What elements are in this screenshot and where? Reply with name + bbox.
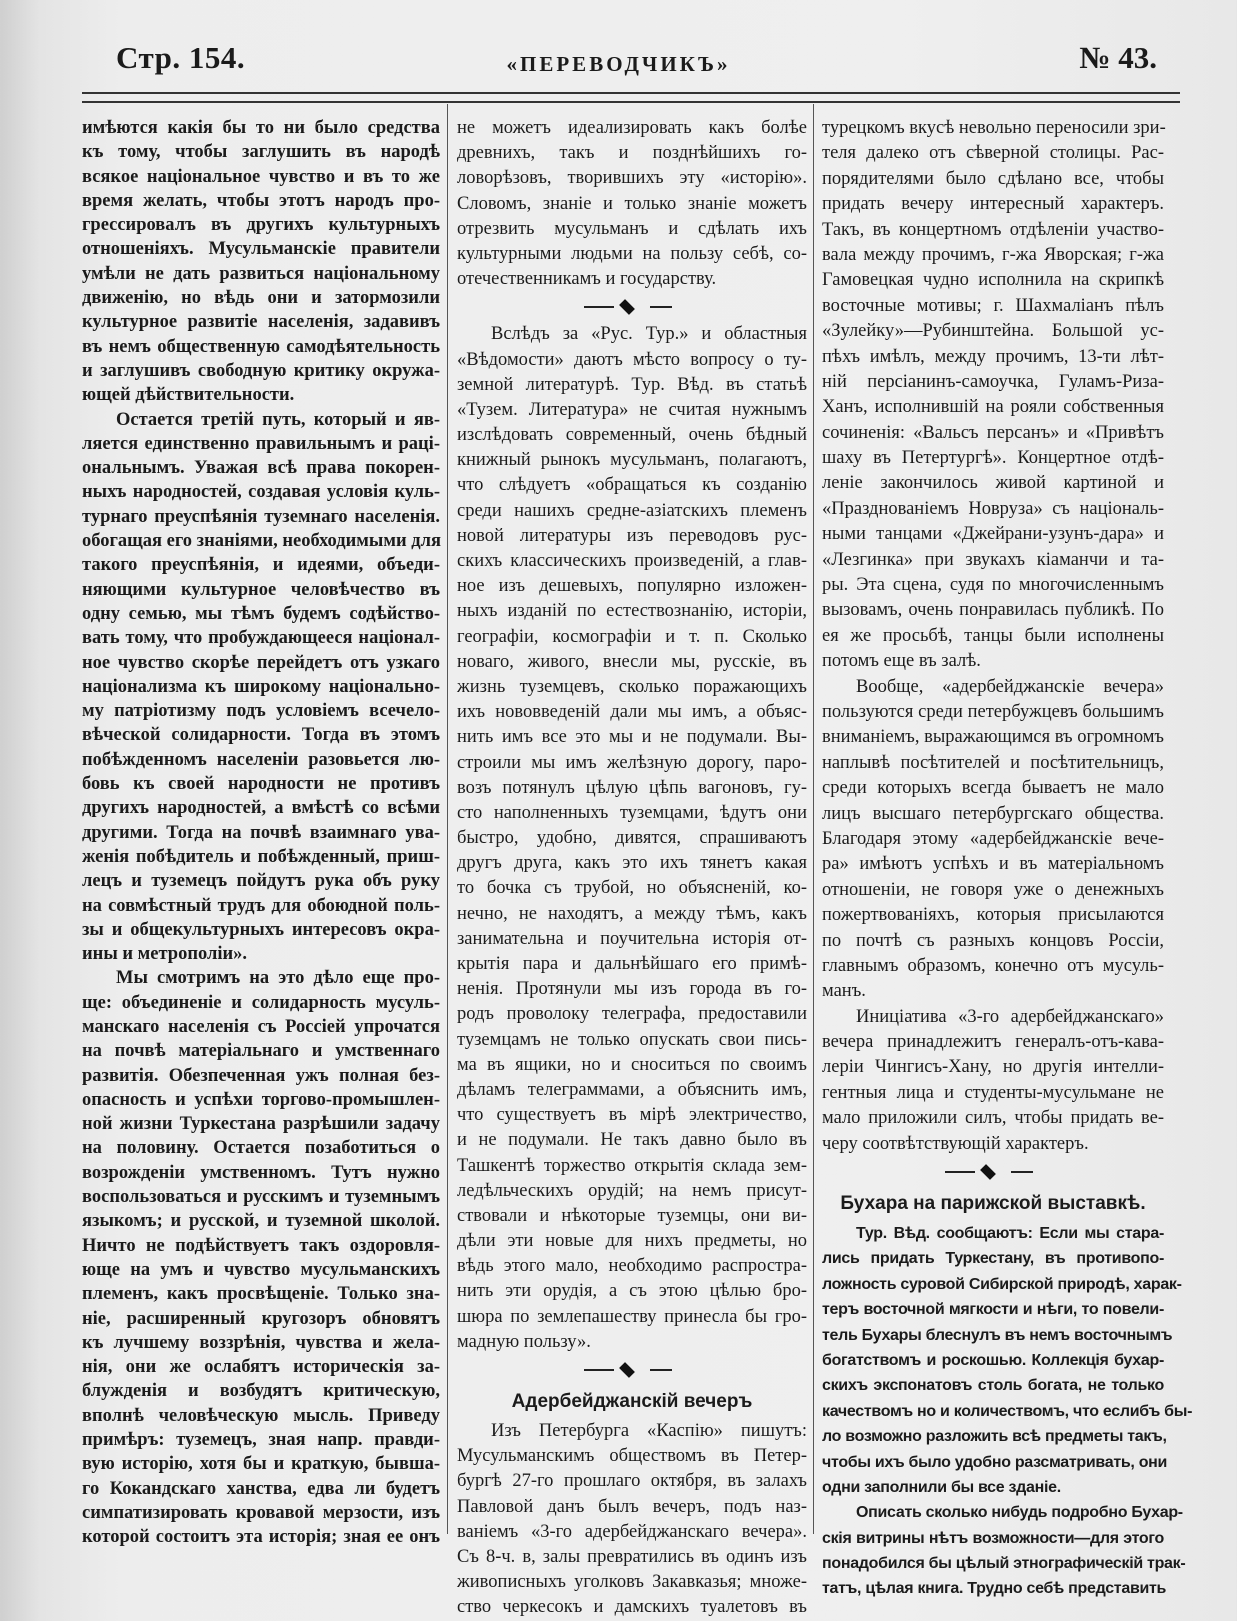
text-line: занимательна и поучительна исторія от- [457,928,807,949]
column-divider [813,104,814,1534]
paragraph [822,116,1164,675]
text-line: родъ проволоку телеграфа, предоставили [457,1004,807,1025]
text-line: чтобы ихъ было удобно разсматривать, они [822,1453,1168,1471]
text-line: строили мы имъ желѣзную дорогу, паро- [457,752,807,773]
text-line: Ничто не подѣйствуетъ такъ оздоровля- [82,1235,440,1256]
text-line: Ташкентѣ торжество открытія склада зем- [457,1155,807,1176]
text-line: юще на умъ и чувство мусульманскихъ [82,1259,440,1280]
article-heading: Бухара на парижской выставкѣ. [840,1193,1146,1215]
text-line: ство черкесокъ и дамскихъ туалетовъ въ [457,1597,807,1618]
text-line: ній персіанинъ-самоучка, Гуламъ-Риза- [822,371,1164,392]
text-line: языкомъ; и русской, и туземной школой. [82,1211,440,1232]
text-line: ложность суровой Сибирской природѣ, харак- [822,1275,1182,1293]
text-line: умѣли не дать развиться національному [82,263,440,284]
text-line: Гамовецкая чудно исполнила на скрипкѣ [822,270,1164,291]
text-line: ющей дѣйствительности. [82,385,295,406]
text-line: живописныхъ уголковъ Закавказья; множе- [457,1572,807,1593]
text-line: культурное развитіе населенія, задавивъ [82,312,440,333]
article-heading: Адербейджанскій вечеръ [511,1391,753,1412]
text-line: восточные мотивы; г. Шахмаліанъ пѣлъ [822,295,1164,316]
text-line: татъ, цѣлая книга. Трудно себѣ представить [822,1580,1167,1598]
text-line: потомъ еще въ залѣ. [822,651,981,672]
text-line: придать вечеру интересный характеръ. [822,194,1164,215]
text-line: къ лучшему воззрѣнія, чувства и жела- [82,1332,440,1353]
text-line: туземцамъ не только опускать свои пись- [457,1029,807,1050]
newspaper-title: «ПЕРЕВОДЧИКЪ» [506,52,731,76]
text-line: пользуются среди петербужцевъ большимъ [822,701,1164,722]
text-line: нить имъ все это мы и не подумали. Вы- [457,727,807,748]
text-line: обогащая его знаніями, необходимыми для [82,531,441,552]
text-line: ры. Эта сцена, судя по многочисленнымъ [822,575,1164,596]
text-line: гентныя лица и студенты-мусульмане не [822,1082,1164,1103]
text-line: быстро, удобно, дивятся, спрашиваютъ [457,828,807,849]
text-line: женія побѣдитель и побѣжденный, приш- [82,846,440,867]
text-line: географіи, космографіи и т. п. Сколько [457,626,807,647]
text-line: леріи Чингисъ-Хану, но другія интелли- [822,1057,1164,1078]
text-line: на почвѣ матеріальнаго и умственнаго [82,1041,440,1062]
section-divider-ornament [457,1355,807,1385]
text-line: «Зулейку»—Рубинштейна. Большой ус- [822,321,1164,342]
text-line: вызовамъ, очень понравилась публикѣ. По [822,600,1164,621]
text-line: другими. Тогда на почвѣ взаимнаго ува- [82,822,440,843]
text-line: отечественникамъ и государству. [457,269,717,290]
text-line: новаго, живого, внесли мы, русскіе, въ [457,651,807,672]
text-line: побѣжденномъ населеніи разовьется лю- [82,749,440,770]
text-line: турецкомъ вкусѣ невольно переносили зри- [822,118,1166,138]
text-line: движенію, но вѣдь они и затормозили [82,288,440,309]
text-line: возъ потянулъ цѣлую цѣпь вагоновъ, гу- [457,777,807,798]
text-line: среди которыхъ всегда бываетъ не мало [822,778,1164,799]
text-line: шюра по землепашеству принесла бы гро- [457,1306,807,1327]
column-3 [822,116,1193,1602]
paragraph [457,1419,807,1621]
text-line: пожертвованіяхъ, которыя присылаются [822,905,1164,926]
text-line: ма въ ящики, но и сноситься по своимъ [457,1054,807,1075]
header-rule-top [82,92,1180,94]
text-line: въ немъ общественную самодѣятельность [82,336,440,357]
text-line: время желать, чтобы этотъ народъ про- [82,190,440,211]
page-number: Стр. 154. [116,40,246,75]
paragraph [822,1221,1193,1500]
text-line: блужденія и возбудятъ критическую, [82,1381,440,1402]
paragraph [457,116,807,292]
text-line: ненія. Протянули мы изъ города въ го- [457,979,807,1000]
text-line: отрезвить мусульманъ и сдѣлать ихъ [457,218,807,239]
text-line: лицъ высшаго петербургскаго общества. [822,803,1164,824]
text-line: теръ восточной мягкости и нѣги, то повели- [822,1301,1164,1319]
text-line: изслѣдовать современный, очень бѣдный [457,425,807,446]
text-line: «Лезгинка» при звукахъ кіаманчи и та- [822,549,1164,570]
paragraph [822,675,1164,1005]
text-line: Вообще, «адербейджанскіе вечера» [856,676,1164,697]
text-line: бургѣ 27-го прошлаго октября, въ залахъ [457,1471,807,1492]
text-line: няющими культурное человѣчество въ [82,579,440,600]
text-line: «Вѣдомости» даютъ мѣсто вопросу о ту- [457,349,807,370]
text-line: Павловой данъ былъ вечеръ, подъ наз- [457,1496,807,1517]
text-line: древнихъ, такъ и позднѣйшихъ го- [457,143,807,164]
text-line: скихъ экспонатовъ столь богата, не только [822,1377,1164,1395]
text-line: шаху въ Петертургѣ». Концертное отдѣ- [822,448,1164,469]
text-line: ной жизни Туркестана разрѣшили задачу [82,1114,440,1135]
text-line: не можетъ идеализировать какъ болѣе [457,118,807,138]
text-line: жизнь туземцевъ, сколько поражающихъ [457,676,807,697]
text-line: качествомъ но и количествомъ, что еслибъ бы- [822,1402,1193,1420]
text-line: турнаго преуспѣянія туземнаго населенія. [82,506,440,527]
text-line: сочиненія: «Вальсъ персанъ» и «Привѣтъ [822,422,1164,443]
text-line: вѣческой солидарности. Тогда въ этомъ [82,725,440,746]
text-line: Ханъ, исполнившій на рояли собственныя [822,397,1164,418]
issue-number: № 43. [1079,40,1157,75]
text-line: тель Бухары блеснулъ въ немъ восточнымъ [822,1326,1173,1344]
text-line: наплывѣ посѣтителей и посѣтительницъ, [822,752,1164,773]
text-line: нить эти орудія, а съ этою цѣлью бро- [457,1281,807,1302]
text-line: ваніемъ «3-го адербейджанскаго вечера». [457,1521,807,1542]
text-line: манскаго населенія съ Россіей упрочатся [82,1016,440,1037]
column-1 [82,116,440,1550]
text-line: теля далеко отъ сѣверной столицы. Рас- [822,143,1164,164]
text-line: культурными людьми на пользу себѣ, со- [457,243,807,264]
text-line: вѣдь этого мало, необходимо распростра- [457,1256,807,1277]
text-line: Описать сколько нибудь подробно Бухар- [856,1504,1183,1522]
paragraph [822,1500,1186,1602]
text-line: лись придать Туркестану, въ противопо- [822,1250,1164,1268]
text-line: ніе, расширенный кругозоръ обновятъ [82,1308,440,1329]
text-line: нечно, не находятъ, а между тѣмъ, какъ [457,903,807,924]
text-line: скихъ классическихъ произведеній, а глав- [457,551,807,571]
text-line: такого преуспѣянія, и идеями, объеди- [82,555,440,576]
text-line: богатствомъ и роскошью. Коллекція бухар- [822,1351,1164,1369]
text-line: ональнымъ. Уважая всѣ права покорен- [82,458,440,479]
text-line: ихъ нововведеній дали мы имъ, а объяс- [457,702,807,723]
text-line: вниманіемъ, выражающимся въ огромномъ [822,727,1164,748]
text-line: лецъ и туземецъ пойдутъ рука объ руку [82,871,440,892]
text-line: на совмѣстный трудъ для обоюдной поль- [82,895,440,916]
text-line: вечера принадлежитъ генералъ-отъ-кава- [822,1032,1164,1053]
text-line: ляется единственно правильнымъ и раці- [82,433,440,454]
text-line: книжный рынокъ мусульманъ, полагаютъ, [457,450,807,471]
text-line: ныхъ изданій по естествознанію, исторіи, [457,601,807,622]
paragraph [82,966,440,1549]
text-line: мало приложили силъ, чтобы придать ве- [822,1108,1164,1129]
text-line: примѣръ: туземецъ, зная напр. правди- [82,1430,440,1451]
text-line: что слѣдуетъ «обращаться къ созданію [457,475,807,496]
text-line: и не подумали. Не такъ давно было въ [457,1130,807,1151]
text-line: другихъ народностей, а вмѣстѣ со всѣми [82,798,440,819]
paragraph [822,1005,1164,1157]
text-line: ло возможно разложить всѣ предметы такъ, [822,1428,1167,1446]
text-line: вую исторію, хотя бы и краткую, бывша- [82,1454,440,1475]
text-line: дѣламъ телеграммами, а объяснить имъ, [457,1079,807,1100]
text-line: нія, они же ослабятъ историческія за- [82,1357,440,1378]
text-line: бовь къ своей народности не противъ [82,774,440,795]
paragraph [82,116,440,408]
text-line: сто наполненныхъ туземцами, ѣдутъ они [457,802,807,823]
text-line: Мы смотримъ на это дѣло еще про- [116,968,440,989]
text-line: го Кокандскаго ханства, едва ли будетъ [82,1478,440,1499]
text-line: манъ. [822,981,866,1002]
text-line: зы и общекультурныхъ интересовъ окра- [82,919,440,940]
text-line: воспользоваться и русскимъ и туземнымъ [82,1187,440,1208]
section-divider-ornament [457,292,807,322]
text-line: вала между прочимъ, г-жа Яворская; г-жа [822,244,1164,265]
text-line: Благодаря этому «адербейджанскіе вече- [822,828,1164,849]
text-line: націонализма къ широкому національно- [82,676,440,697]
text-line: другъ друга, какъ это ихъ тянетъ какая [457,853,807,874]
text-line: ными танцами «Джейрани-узунъ-дара» и [822,524,1164,545]
text-line: ное изъ дешевыхъ, популярно изложен- [457,576,807,597]
text-line: опасность и успѣхи торгово-промышлен- [82,1089,440,1110]
text-line: что существуетъ въ мірѣ электричество, [457,1105,807,1126]
text-line: ныхъ народностей, создавая условія куль- [82,482,440,503]
text-line: пѣхъ имѣлъ, между прочимъ, 13-ти лѣт- [822,346,1164,367]
column-2 [457,116,807,1621]
text-line: ще: объединеніе и солидарность мусуль- [82,992,440,1013]
text-line: земной литературѣ. Тур. Вѣд. въ статьѣ [457,374,807,395]
text-line: понадобился бы цѣлый этнографическій трак- [822,1555,1186,1573]
text-line: имѣются какія бы то ни было средства [82,118,440,138]
text-line: ствовали и нѣкоторые туземцы, они ви- [457,1205,807,1226]
text-line: крытія пара и дальнѣйшаго его примѣ- [457,954,807,974]
text-line: «Празднованіемъ Новруза» съ національ- [822,498,1164,519]
text-line: которой состоитъ эта исторія; зная ее онъ [82,1527,440,1548]
text-line: порядителями было сдѣлано все, чтобы [822,168,1164,189]
text-line: Такъ, въ концертномъ отдѣленіи участво- [822,219,1164,240]
text-line: возрожденіи умственномъ. Тутъ нужно [82,1162,440,1183]
text-line: ловорѣзовъ, творившихъ эту «исторію». [457,168,807,189]
text-line: леніе закончилось живой картиной и [822,473,1164,494]
text-line: мадную пользу». [457,1331,591,1352]
text-line: одни заполнили бы все зданіе. [822,1478,1061,1496]
text-line: «Тузем. Литература» не считая нужнымъ [457,399,807,420]
text-line: симпатизировать кровавой мерзости, изъ [82,1502,440,1523]
text-line: скія витрины нѣтъ возможности—для этого [822,1529,1164,1547]
section-divider-ornament [822,1157,1164,1187]
text-line: то бочка съ трубой, но объясненій, ко- [457,878,807,899]
text-line: къ тому, чтобы заглушить въ народѣ [82,142,440,163]
text-line: Иниціатива «3-го адербейджанскаго» [856,1006,1164,1027]
text-line: ное чувство скорѣе перейдетъ отъ узкаго [82,652,440,673]
text-line: грессировалъ въ другихъ культурныхъ [82,215,440,236]
text-line: новой литературы изъ переводовъ рус- [457,525,807,546]
text-line: ея же просьбѣ, танцы были исполнены [822,625,1164,646]
text-line: всякое національное чувство и въ то же [82,166,440,187]
text-line: му патріотизму подъ условіемъ всечело- [82,701,440,722]
text-line: развитія. Обезпеченная ужъ полная без- [82,1065,440,1086]
text-line: Мусульманскимъ обществомъ въ Петер- [457,1446,807,1467]
text-line: ины и метрополіи». [82,944,248,965]
text-line: Изъ Петербурга «Каспію» пишутъ: [491,1421,807,1441]
text-line: вать тому, что пробуждающееся націонал- [82,628,440,649]
column-divider [447,104,448,1534]
text-line: ра» имѣютъ успѣхъ и въ матеріальномъ [822,854,1164,875]
header-rule-bottom [82,101,1180,103]
text-line: Остается третій путь, который и яв- [116,409,440,430]
text-line: и заглушивъ свободную критику окружа- [82,360,440,381]
text-line: вполнѣ человѣческую мысль. Приведу [82,1405,440,1426]
text-line: по почтѣ съ разныхъ концовъ Россіи, [822,930,1164,951]
text-line: Вслѣдъ за «Рус. Тур.» и областныя [491,324,807,345]
text-line: Тур. Вѣд. сообщаютъ: Если мы стара- [856,1225,1164,1243]
text-line: Съ 8-ч. в, залы превратились въ одинъ изъ [457,1546,807,1567]
text-line: племенъ, какъ просвѣщеніе. Только зна- [82,1284,440,1305]
text-line: среди нашихъ средне-азіатскихъ племенъ [457,500,807,521]
paragraph [457,322,807,1355]
text-line: отношеніяхъ. Мусульманскіе правители [82,239,440,260]
paragraph [82,408,440,967]
text-line: ледѣльческихъ орудій; на немъ присут- [457,1180,807,1201]
text-line: черу соотвѣтствующій характеръ. [822,1133,1089,1154]
text-line: одну семью, мы тѣмъ будемъ содѣйство- [82,603,440,624]
text-line: отношеніи, не говоря уже о денежныхъ [822,879,1164,900]
text-line: дѣли эти новые для нихъ предметы, но [457,1231,807,1252]
text-line: Словомъ, знаніе и только знаніе можетъ [457,193,807,214]
text-line: на половину. Остается позаботиться о [82,1138,440,1159]
text-line: главнымъ образомъ, конечно отъ мусуль- [822,955,1164,976]
